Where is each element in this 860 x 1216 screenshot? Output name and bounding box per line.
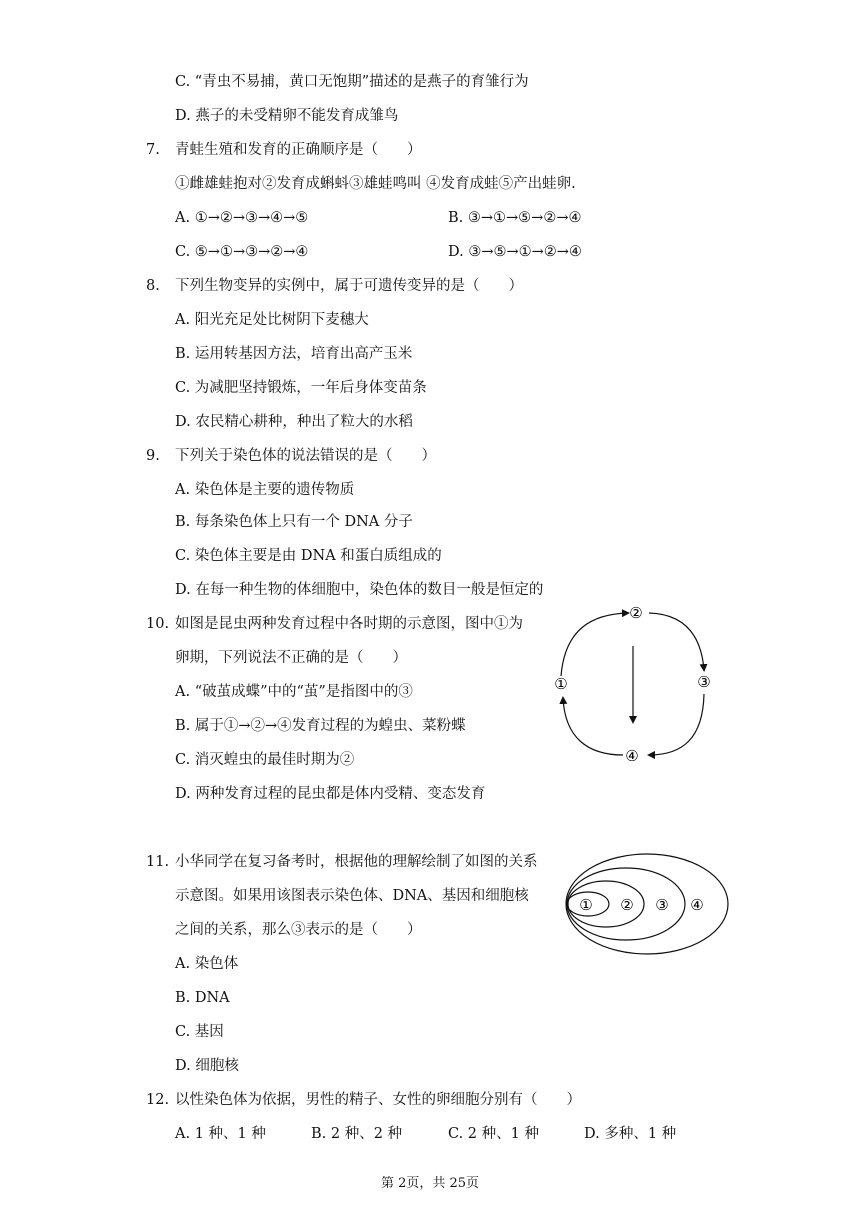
q12-option-d: D. 多种、1 种 (584, 1126, 677, 1142)
q9-stem: 下列关于染色体的说法错误的是（ ） (175, 448, 436, 464)
q12-stem: 以性染色体为依据，男性的精子、女性的卵细胞分别有（ ） (175, 1092, 581, 1108)
arrow-3-to-4 (649, 694, 704, 755)
q8-number: 8. (146, 278, 160, 294)
q11-stem-line3: 之间的关系，那么③表示的是（ ） (175, 922, 422, 938)
q9-option-c: C. 染色体主要是由 DNA 和蛋白质组成的 (175, 548, 442, 564)
ellipse-label-3: ③ (655, 896, 669, 914)
ellipse-label-4: ④ (690, 896, 704, 914)
q10-stem-line2: 卵期，下列说法不正确的是（ ） (175, 650, 407, 666)
insect-development-diagram (543, 598, 723, 778)
q7-number: 7. (146, 142, 160, 158)
q12-number: 12. (146, 1092, 170, 1108)
q11-stem-line2: 示意图。如果用该图表示染色体、DNA、基因和细胞核 (175, 888, 529, 904)
q8-option-d: D. 农民精心耕种，种出了粒大的水稻 (175, 414, 413, 430)
q9-number: 9. (146, 448, 160, 464)
q10-option-c: C. 消灭蝗虫的最佳时期为② (175, 752, 355, 768)
stage-label-1: ① (554, 675, 568, 693)
q12-option-b: B. 2 种、2 种 (311, 1126, 403, 1142)
stage-label-2: ② (629, 604, 643, 622)
q7-option-c: C. ⑤→①→③→②→④ (175, 244, 309, 260)
ellipse-label-2: ② (620, 896, 634, 914)
q7-option-b: B. ③→①→⑤→②→④ (448, 210, 582, 226)
q8-option-c: C. 为减肥坚持锻炼，一年后身体变苗条 (175, 380, 427, 396)
q8-stem: 下列生物变异的实例中，属于可遗传变异的是（ ） (175, 278, 523, 294)
arrow-2-to-3 (649, 613, 704, 670)
page-footer: 第 2页，共 25页 (380, 1176, 480, 1191)
q10-stem-line1: 如图是昆虫两种发育过程中各时期的示意图，图中①为 (175, 616, 523, 632)
ellipse-label-1: ① (579, 896, 593, 914)
q11-option-a: A. 染色体 (175, 956, 239, 972)
nested-ellipse-diagram (562, 850, 732, 960)
stage-label-3: ③ (697, 673, 711, 691)
q7-option-a: A. ①→②→③→④→⑤ (175, 210, 309, 226)
q11-option-b: B. DNA (175, 990, 230, 1006)
arrow-1-to-2 (561, 613, 628, 676)
q9-option-b: B. 每条染色体上只有一个 DNA 分子 (175, 514, 413, 530)
q7-option-d: D. ③→⑤→①→②→④ (448, 244, 582, 260)
q9-option-d: D. 在每一种生物的体细胞中，染色体的数目一般是恒定的 (175, 582, 544, 598)
q11-option-d: D. 细胞核 (175, 1058, 239, 1074)
q6-option-d: D. 燕子的未受精卵不能发育成雏鸟 (175, 108, 399, 124)
q10-option-a: A. “破茧成蝶”中的“茧”是指图中的③ (175, 684, 413, 700)
arrow-4-to-1 (563, 698, 623, 755)
q11-option-c: C. 基因 (175, 1024, 224, 1040)
q10-option-d: D. 两种发育过程的昆虫都是体内受精、变态发育 (175, 786, 486, 802)
q10-option-b: B. 属于①→②→④发育过程的为蝗虫、菜粉蝶 (175, 718, 466, 734)
q8-option-a: A. 阳光充足处比树阴下麦穗大 (175, 312, 369, 328)
q7-list: ①雌雄蛙抱对②发育成蝌蚪③雄蛙鸣叫 ④发育成蛙⑤产出蛙卵. (175, 176, 576, 192)
q12-option-a: A. 1 种、1 种 (175, 1126, 266, 1142)
q11-number: 11. (146, 854, 170, 870)
q8-option-b: B. 运用转基因方法，培育出高产玉米 (175, 346, 413, 362)
q10-number: 10. (146, 616, 170, 632)
q6-option-c: C. “青虫不易捕，黄口无饱期”描述的是燕子的育雏行为 (175, 74, 529, 90)
q9-option-a: A. 染色体是主要的遗传物质 (175, 482, 355, 498)
q12-option-c: C. 2 种、1 种 (448, 1126, 539, 1142)
q7-stem: 青蛙生殖和发育的正确顺序是（ ） (175, 142, 422, 158)
stage-label-4: ④ (625, 747, 639, 765)
q11-stem-line1: 小华同学在复习备考时，根据他的理解绘制了如图的关系 (175, 854, 538, 870)
